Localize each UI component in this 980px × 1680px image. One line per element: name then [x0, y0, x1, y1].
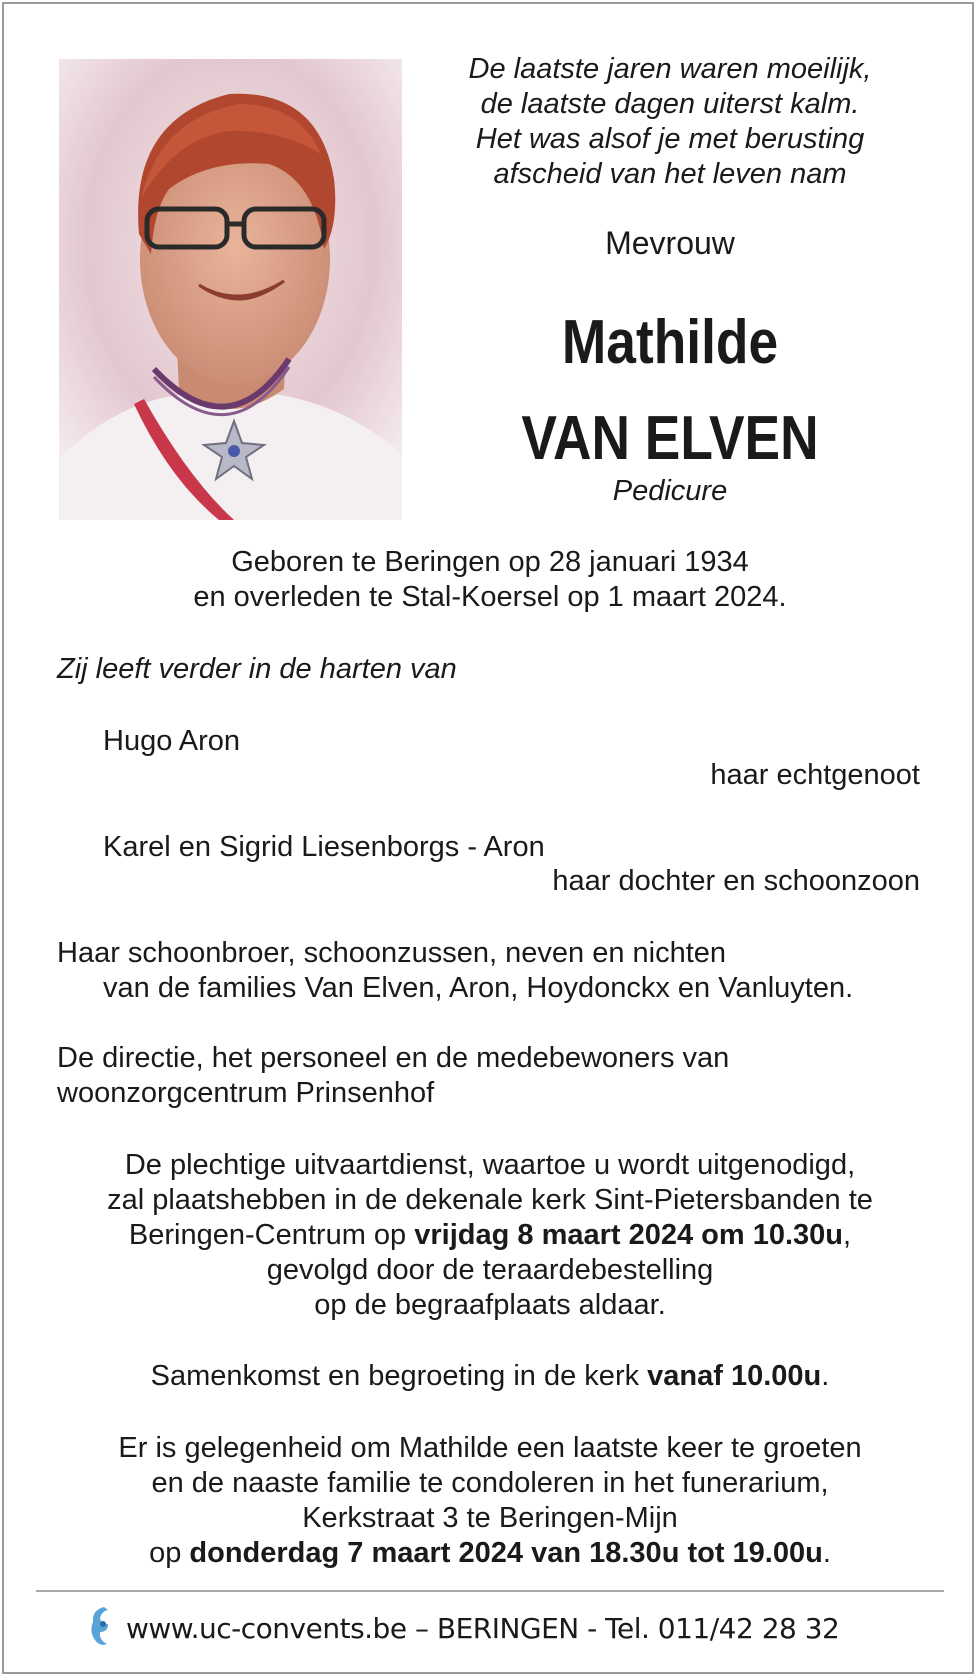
funeral-service	[40, 1148, 940, 1323]
last-name: VAN ELVEN	[521, 404, 819, 473]
survivors-intro: Zij leeft verder in de harten van	[57, 653, 457, 685]
visitation-datetime: donderdag 7 maart 2024 van 18.30u tot 19.00u	[189, 1537, 823, 1569]
birth-death-dates	[40, 545, 940, 615]
profession: Pedicure	[612, 475, 728, 507]
poem-line: Het was alsof je met berusting	[475, 123, 865, 155]
care-home-line: woonzorgcentrum Prinsenhof	[57, 1077, 435, 1109]
honorific-title: Mevrouw	[605, 225, 735, 261]
visitation-text: op	[149, 1537, 190, 1569]
visitation-line: en de naaste familie te condoleren in het funerarium,	[151, 1467, 829, 1499]
service-punct: ,	[843, 1219, 852, 1251]
children-name: Karel en Sigrid Liesenborgs - Aron	[103, 831, 545, 863]
spouse-relation: haar echtgenoot	[710, 759, 920, 791]
gathering-line	[40, 1359, 940, 1394]
footer-contact: www.uc-convents.be – BERINGEN - Tel. 011/42 28 32	[126, 1611, 840, 1645]
footer-divider	[36, 1590, 944, 1592]
service-line: op de begraafplaats aldaar.	[314, 1289, 666, 1321]
family-line: Haar schoonbroer, schoonzussen, neven en nichten	[57, 937, 727, 969]
children-relation: haar dochter en schoonzoon	[552, 865, 920, 897]
spouse-name: Hugo Aron	[103, 725, 241, 757]
service-datetime: vrijdag 8 maart 2024 om 10.30u	[414, 1219, 844, 1251]
portrait-photo	[59, 59, 402, 520]
memorial-poem	[420, 52, 920, 192]
gathering-info	[40, 1359, 940, 1394]
service-line: zal plaatshebben in de dekenale kerk Sint-Pietersbanden te	[107, 1184, 873, 1216]
family-line: van de families Van Elven, Aron, Hoydonckx en Vanluyten.	[103, 972, 854, 1004]
gathering-time: vanaf 10.00u	[647, 1360, 822, 1392]
care-home-line: De directie, het personeel en de medebewoners van	[57, 1042, 730, 1074]
service-line: De plechtige uitvaartdienst, waartoe u wordt uitgenodigd,	[124, 1149, 856, 1181]
death-line: en overleden te Stal-Koersel op 1 maart 2024.	[193, 581, 787, 613]
poem-line: afscheid van het leven nam	[493, 158, 847, 190]
poem-line: de laatste dagen uiterst kalm.	[480, 88, 860, 120]
birth-line: Geboren te Beringen op 28 januari 1934	[231, 546, 749, 578]
visitation-line: Kerkstraat 3 te Beringen-Mijn	[302, 1502, 678, 1534]
service-line	[40, 1218, 940, 1253]
deceased-name	[455, 295, 885, 487]
visitation-line: Er is gelegenheid om Mathilde een laatste keer te groeten	[118, 1432, 862, 1464]
visitation-punct: .	[822, 1537, 831, 1569]
first-name: Mathilde	[561, 308, 779, 377]
gathering-punct: .	[821, 1360, 830, 1392]
gathering-text: Samenkomst en begroeting in de kerk	[150, 1360, 648, 1392]
visitation-line	[40, 1536, 940, 1571]
poem-line: De laatste jaren waren moeilijk,	[468, 53, 872, 85]
funeral-home-logo-icon	[86, 1604, 114, 1653]
service-line: gevolgd door de teraardebestelling	[266, 1254, 714, 1286]
service-text: Beringen-Centrum op	[128, 1219, 415, 1251]
footer	[86, 1603, 839, 1653]
visitation-info	[40, 1431, 940, 1571]
